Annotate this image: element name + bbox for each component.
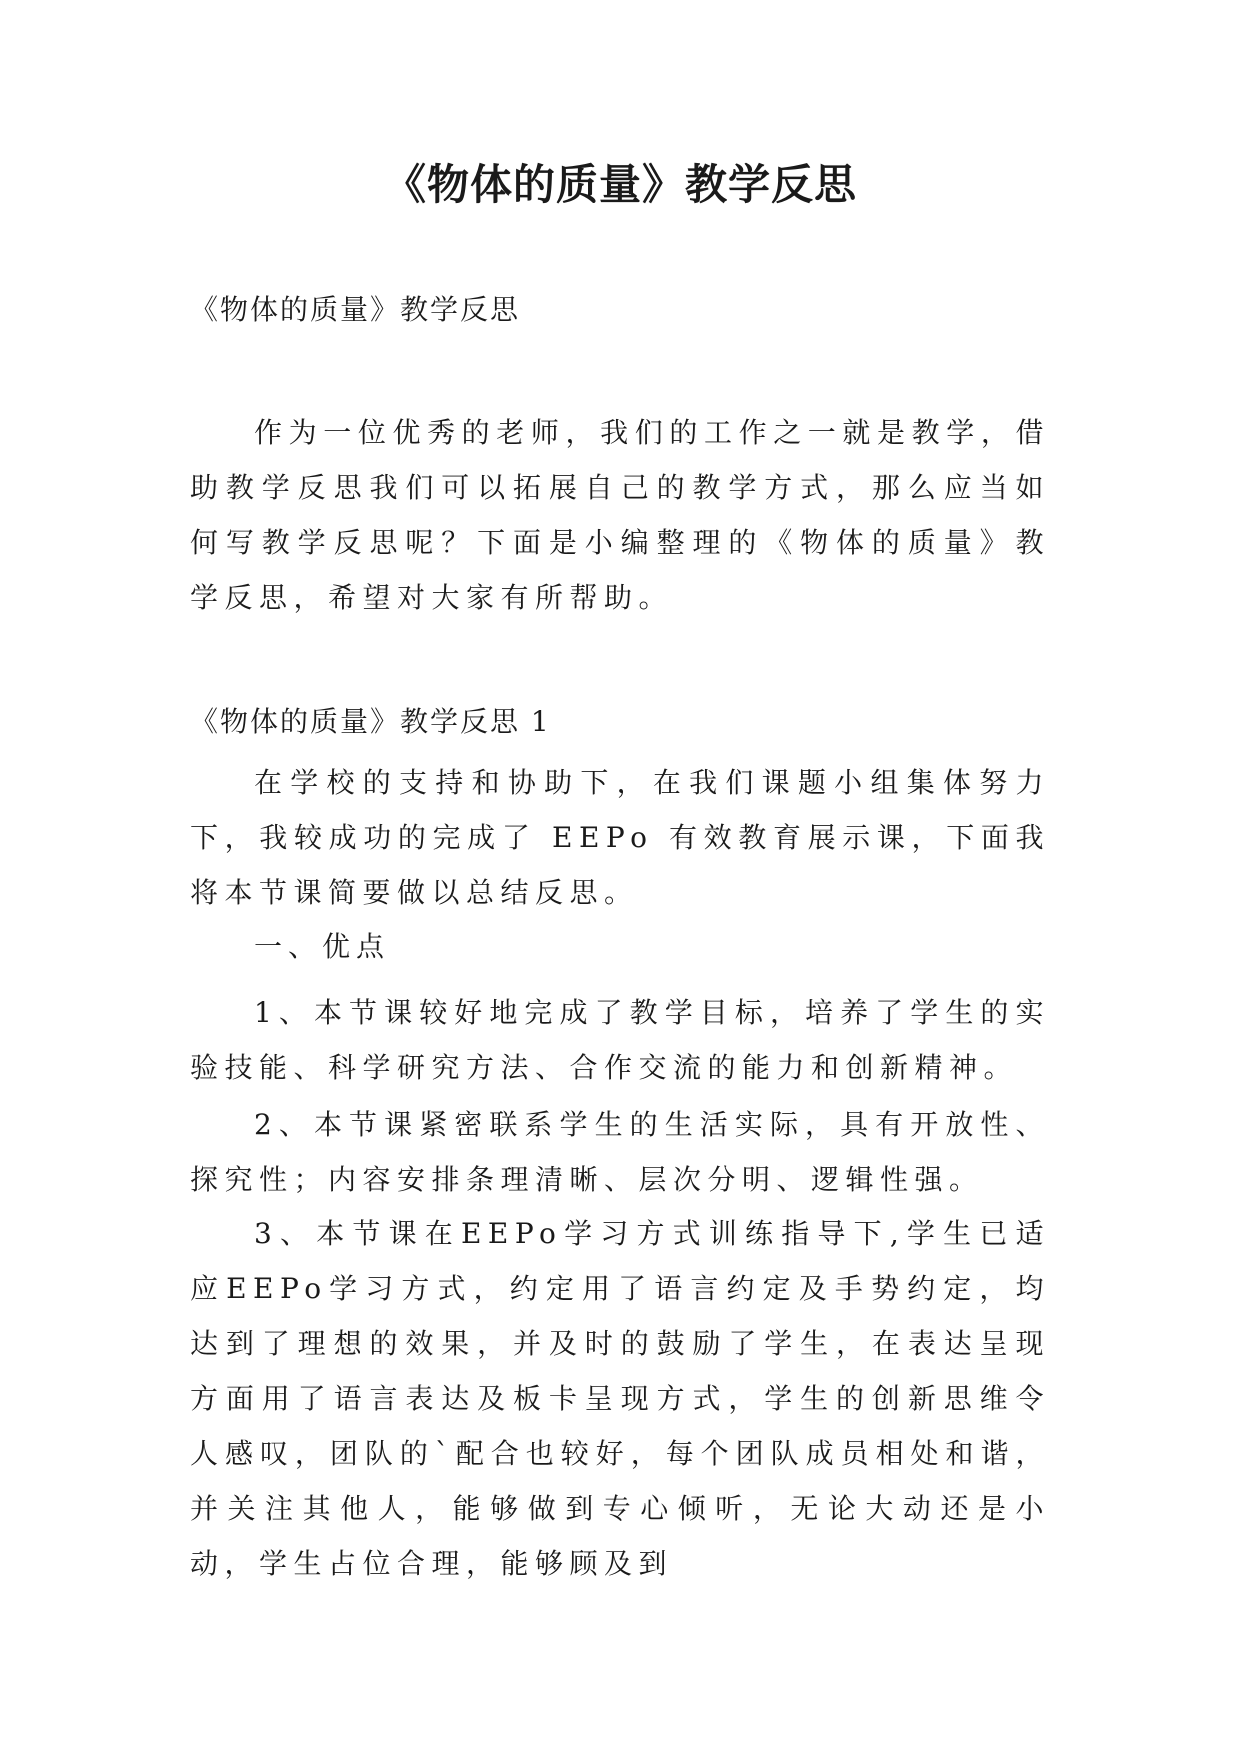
- document-subtitle: 《物体的质量》教学反思: [190, 293, 521, 326]
- intro-paragraph: 作为一位优秀的老师，我们的工作之一就是教学，借助教学反思我们可以拓展自己的教学方式，那么应当如何写教学反思呢？下面是小编整理的《物体的质量》教学反思，希望对大家有所帮助。: [190, 416, 1050, 614]
- document-title: 《物体的质量》教学反思: [383, 160, 857, 209]
- subheading-advantages: 一、优点: [254, 930, 391, 963]
- point-1-paragraph: 1、本节课较好地完成了教学目标，培养了学生的实验技能、科学研究方法、合作交流的能力和创新精神。: [190, 996, 1050, 1084]
- body-paragraph-1: 在学校的支持和协助下，在我们课题小组集体努力下，我较成功的完成了 EEPo 有效教育展示课，下面我将本节课简要做以总结反思。: [190, 766, 1050, 909]
- point-2-paragraph: 2、本节课紧密联系学生的生活实际，具有开放性、探究性；内容安排条理清晰、层次分明、逻辑性强。: [190, 1108, 1050, 1196]
- point-3-paragraph: 3、本节课在EEPo学习方式训练指导下,学生已适应EEPo学习方式，约定用了语言约定及手势约定，均达到了理想的效果，并及时的鼓励了学生，在表达呈现方面用了语言表达及板卡呈现方式，学生的创新思维令人感叹，团队的`配合也较好，每个团队成员相处和谐，并关注其他人，能够做到专心倾听，无论大动还是小动，学生占位合理，能够顾及到: [190, 1217, 1050, 1580]
- section-heading: 《物体的质量》教学反思 1: [190, 705, 551, 738]
